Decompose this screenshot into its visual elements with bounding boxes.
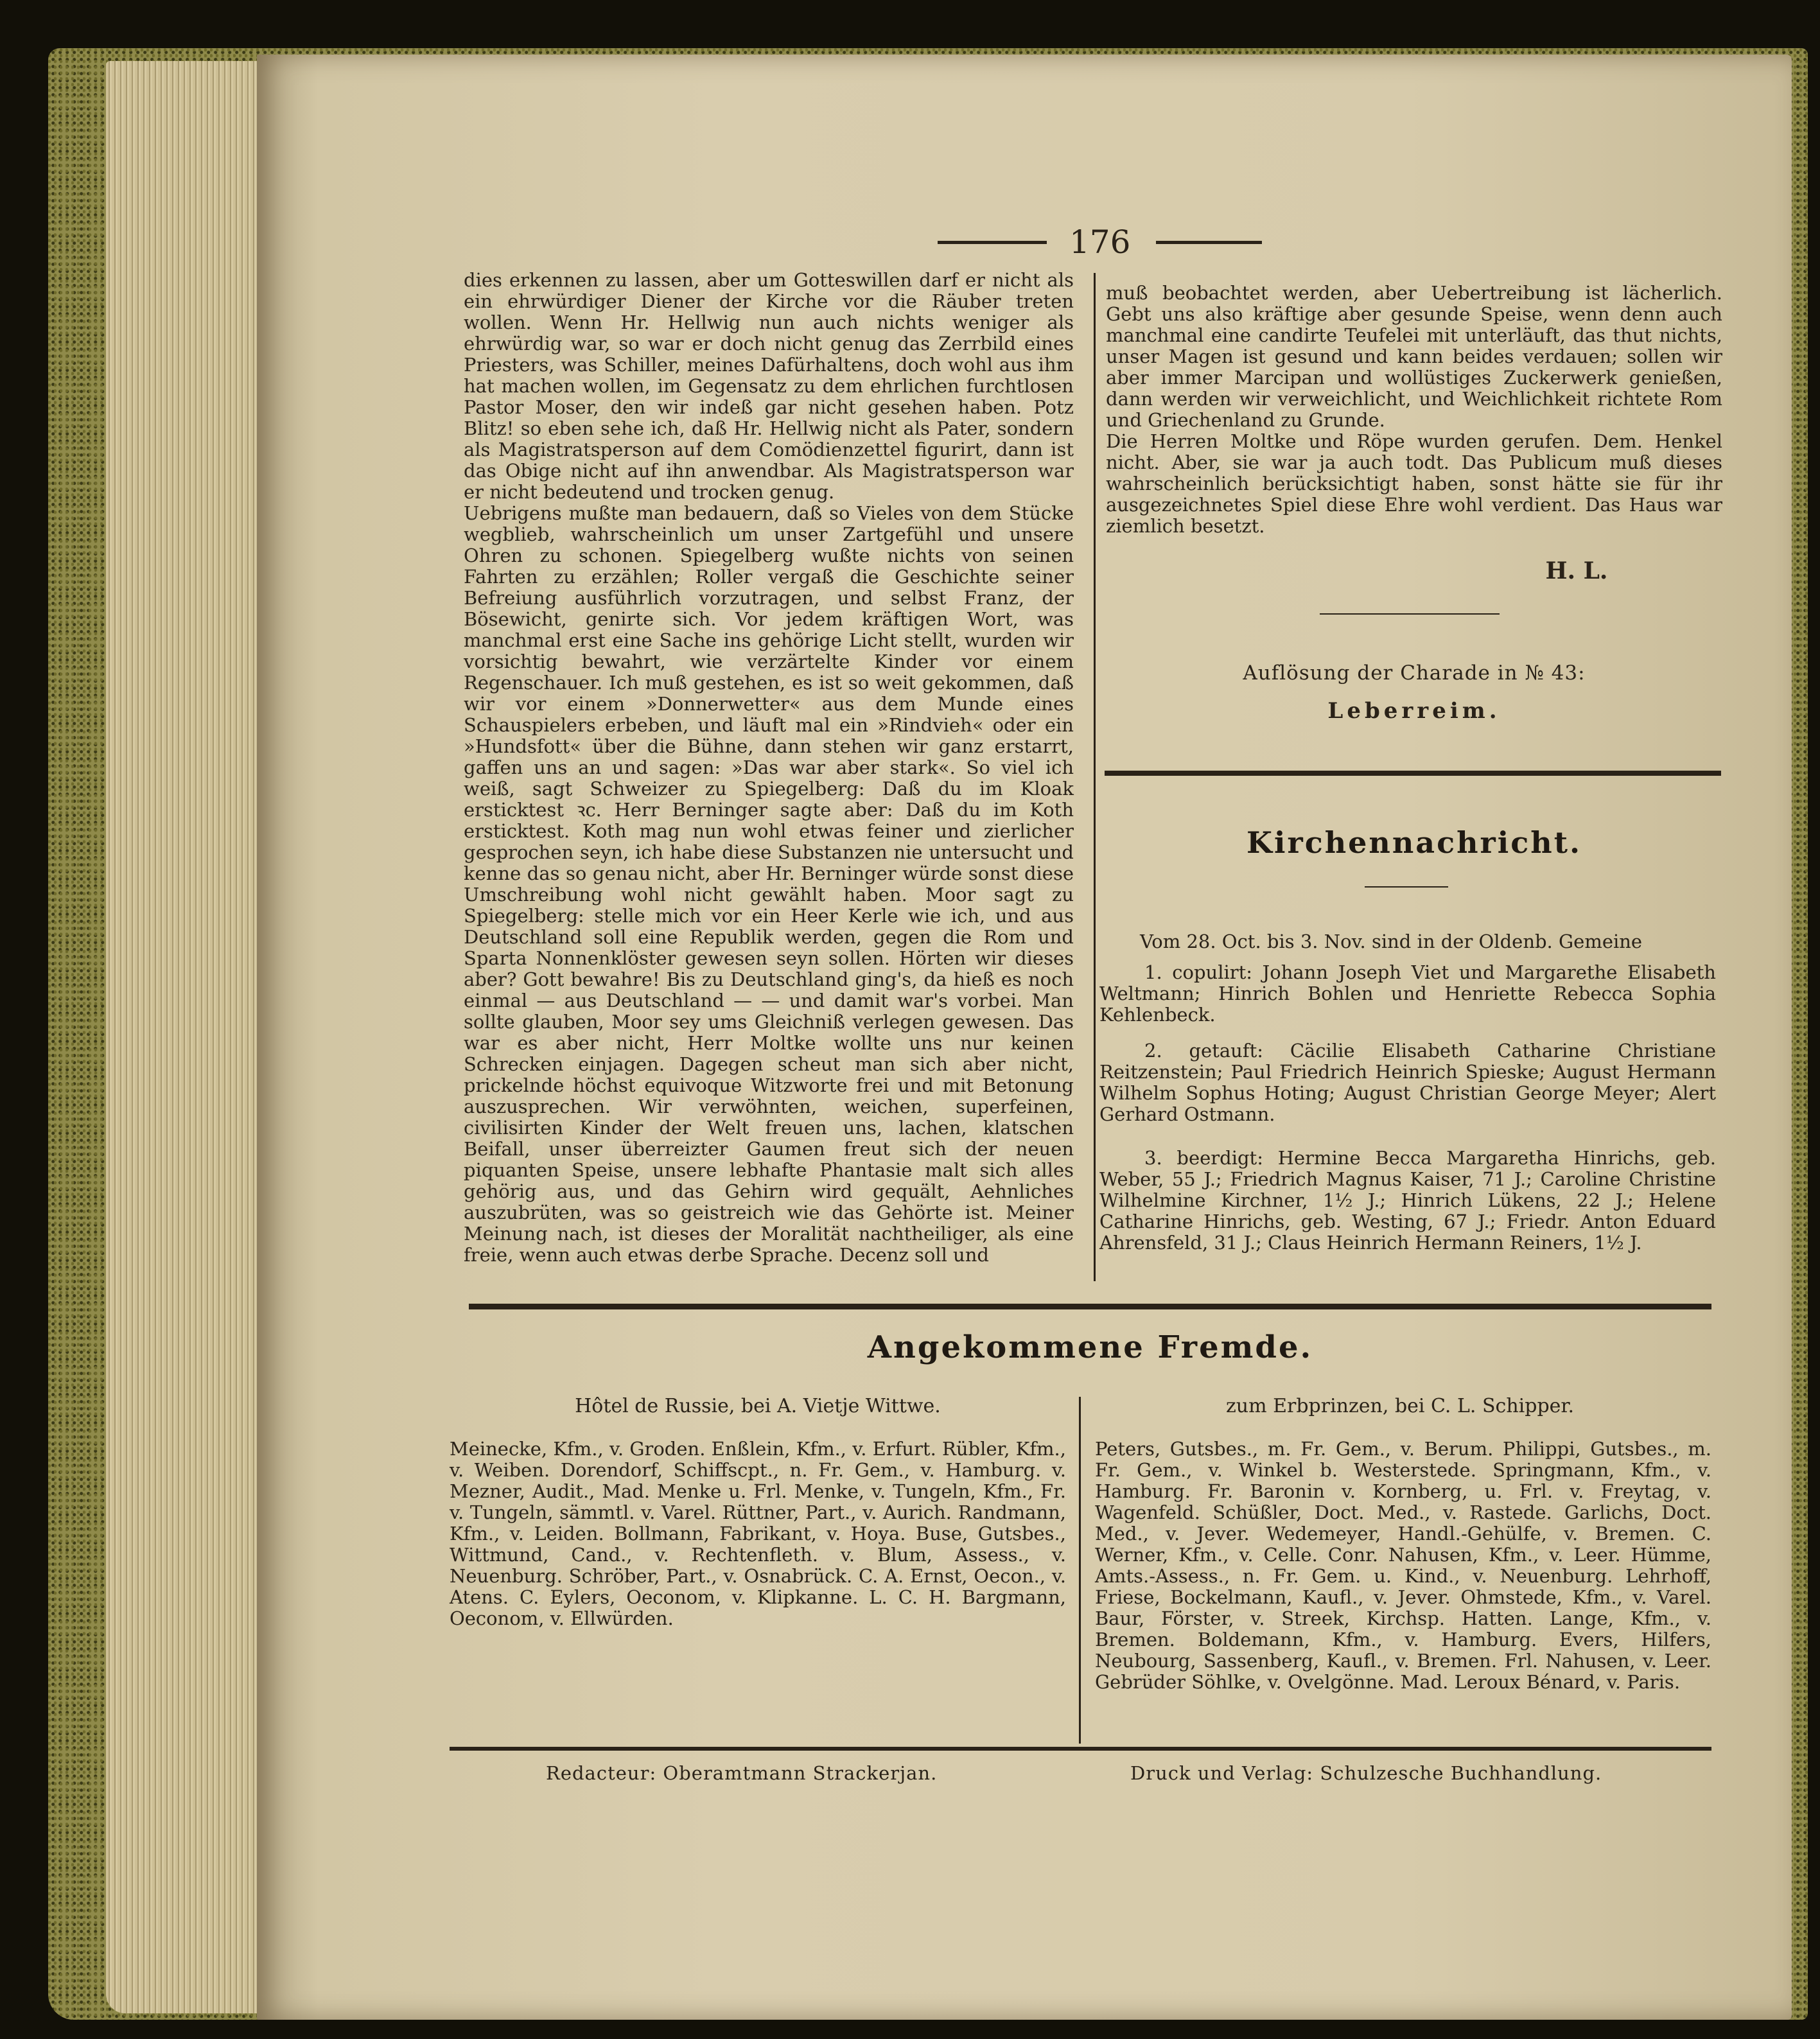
charade-heading: Auflösung der Charade in № 43: xyxy=(1243,661,1586,685)
signature: H. L. xyxy=(1545,557,1608,584)
strangers-column-divider xyxy=(1079,1397,1081,1744)
short-rule xyxy=(1320,613,1500,615)
hotel-left-text: Meinecke, Kfm., v. Groden. Enßlein, Kfm., v. Erfurt. Rübler, Kfm., v. Weiben. Dorendorf, Schiffscpt., n. Fr. Gem., v. Hamburg. v. Mezner, Audit., Mad. Menke u. Frl. Menke, v. Tungeln, Kfm., Fr. v. Tungeln, sämmtl. v. Varel. Rüttner, Part., v. Aurich. Randmann, Kfm., v. Leiden. Bollmann, Fabrikant, v. Hoya. Buse, Gutsbes., Wittmund, Cand., v. Rechtenfleth. v. Blum, Assess., v. Neuenburg. Schröber, Part., v. Osnabrück. C. A. Ernst, Oecon., v. Atens. C. Eylers, Oeconom, v. Klipkanne. L. C. H. Bargmann, Oeconom, v. Ellwürden. xyxy=(450,1438,1066,1629)
page-number-rule-left xyxy=(938,241,1047,244)
section-rule-strangers xyxy=(469,1304,1711,1309)
footer-rule xyxy=(450,1747,1711,1751)
hotel-right-text: Peters, Gutsbes., m. Fr. Gem., v. Berum. Philippi, Gutsbes., m. Fr. Gem., v. Winkel b. Westerstede. Springmann, Kfm., v. Hamburg. Fr. Baronin v. Kornberg, u. Frl. v. Freytag, v. Wagenfeld. Schüßler, Doct. Med., v. Rastede. Garlichs, Doct. Med., v. Jever. Wedemeyer, Handl.-Gehülfe, v. Bremen. C. Werner, Kfm., v. Celle. Conr. Nahusen, Kfm., v. Leer. Hümme, Amts.-Assess., n. Fr. Gem. u. Kind., v. Neuenburg. Lehrhoff, Friese, Bockelmann, Kaufl., v. Jever. Ohmstede, Kfm., v. Varel. Baur, Förster, v. Streek, Kirchsp. Hatten. Lange, Kfm., v. Bremen. Boldemann, Kfm., v. Hamburg. Evers, Hilfers, Neubourg, Sassenberg, Kaufl., v. Bremen. Frl. Nahusen, v. Leer. Gebrüder Söhlke, v. Ovelgönne. Mad. Leroux Bénard, v. Paris. xyxy=(1095,1438,1711,1693)
church-beerdigt: 3. beerdigt: Hermine Becca Margaretha Hinrichs, geb. Weber, 55 J.; Friedrich Magnus Kaiser, 71 J.; Caroline Christine Wilhelmine Kirchner, 1½ J.; Hinrich Lükens, 22 J.; Helene Catharine Hinrichs, geb. Westing, 67 J.; Friedr. Anton Eduard Ahrensfeld, 31 J.; Claus Heinrich Hermann Reiners, 1½ J. xyxy=(1099,1147,1716,1254)
church-copulirt: 1. copulirt: Johann Joseph Viet und Margarethe Elisabeth Weltmann; Hinrich Bohlen und Henriette Rebecca Sophia Kehlenbeck. xyxy=(1099,961,1716,1026)
section-rule-church xyxy=(1105,771,1721,776)
right-column-text: muß beobachtet werden, aber Uebertreibung ist lächerlich. Gebt uns also kräftige aber gesunde Speise, wenn denn auch manchmal eine candirte Teufelei mit unterläuft, das thut nichts, unser Magen ist gesund und kann beides verdauen; sollen wir aber immer Marcipan und wollüstiges Zuckerwerk genießen, dann werden wir verweichlicht, und Weichlichkeit richtete Rom und Griechenland zu Grunde. Die Herren Moltke und Röpe wurden gerufen. Dem. Henkel nicht. Aber, sie war ja auch todt. Das Publicum muß dieses wahrscheinlich berücksichtigt haben, sonst hätte sie für ihr ausgezeichnetes Spiel diese Ehre wohl verdient. Das Haus war ziemlich besetzt. xyxy=(1106,282,1722,537)
column-divider xyxy=(1094,273,1096,1281)
left-column-text: dies erkennen zu lassen, aber um Gotteswillen darf er nicht als ein ehrwürdiger Diener der Kirche vor die Räuber treten wollen. Wenn Hr. Hellwig nun auch nichts weniger als ehrwürdig war, so war er doch nicht genug das Zerrbild eines Priesters, was Schiller, meines Dafürhaltens, doch wohl aus ihm hat machen wollen, im Gegensatz zu dem ehrlichen furchtlosen Pastor Moser, den wir indeß gar nicht gesehen haben. Potz Blitz! so eben sehe ich, daß Hr. Hellwig nicht als Pater, sondern als Magistratsperson auf dem Comödienzettel figurirt, dann ist das Obige nicht auf ihn anwendbar. Als Magistratsperson war er nicht bedeutend und trocken genug. Uebrigens mußte man bedauern, daß so Vieles von dem Stücke wegblieb, wahrscheinlich um unser Zartgefühl und unsere Ohren zu schonen. Spiegelberg wußte nichts von seinen Fahrten zu erzählen; Roller vergaß die Geschichte seiner Befreiung ausführlich vorzutragen, und selbst Franz, der Bösewicht, genirte sich. Vor jedem kräftigen Wort, was manchmal erst eine Sache ins gehörige Licht stellt, wurden wir vorsichtig bewahrt, wie verzärtelte Kinder vor einem Regenschauer. Ich muß gestehen, es ist so weit gekommen, daß wir vor einem »Donnerwetter« aus dem Munde eines Schauspielers erbeben, und läuft mal ein »Rindvieh« oder ein »Hundsfott« über die Bühne, dann stehen wir ganz erstarrt, gaffen uns an und sagen: »Das war aber stark«. So viel ich weiß, sagt Schweizer zu Spiegelberg: Daß du im Kloak ersticktest ꝛc. Herr Berninger sagte aber: Daß du im Koth ersticktest. Koth mag nun wohl etwas feiner und zierlicher gesprochen seyn, ich habe diese Substanzen nie untersucht und kenne das so genau nicht, aber Hr. Berninger würde sonst diese Umschreibung wohl nicht gewählt haben. Moor sagt zu Spiegelberg: stelle mich vor ein Heer Kerle wie ich, und aus Deutschland soll eine Republik werden, gegen die Rom und Sparta Nonnenklöster gewesen seyn sollen. Hörten wir dieses aber? Gott bewahre! Bis zu Deutschland ging's, da hieß es noch einmal — aus Deutschland — — und damit war's vorbei. Man sollte glauben, Moor sey ums Gleichniß verlegen gewesen. Das war es aber nicht, Herr Moltke wollte uns nur keinen Schrecken einjagen. Dagegen scheut man sich aber nicht, prickelnde höchst equivoque Witzworte frei und mit Betonung auszusprechen. Wir verwöhnten, weichen, superfeinen, civilisirten Kinder der Welt freuen uns, lachen, klatschen Beifall, unser überreizter Gaumen freut sich der neuen piquanten Speise, unsere lebhafte Phantasie malt sich alles gehörig aus, und das Gehirn wird gequält, Aehnliches auszubrüten, was so geistreich wie das Gehörte ist. Meiner Meinung nach, ist dieses der Moralität nachtheiliger, als eine freie, wenn auch etwas derbe Sprache. Decenz soll und xyxy=(464,269,1074,1266)
hotel-left-title: Hôtel de Russie, bei A. Vietje Wittwe. xyxy=(575,1395,941,1417)
church-intro: Vom 28. Oct. bis 3. Nov. sind in der Oldenb. Gemeine xyxy=(1140,931,1643,952)
footer-printer: Druck und Verlag: Schulzesche Buchhandlung. xyxy=(1130,1762,1602,1784)
page-edges xyxy=(106,61,267,2013)
church-heading: Kirchennachricht. xyxy=(1247,825,1582,860)
footer-editor: Redacteur: Oberamtmann Strackerjan. xyxy=(546,1762,938,1784)
hotel-right-title: zum Erbprinzen, bei C. L. Schipper. xyxy=(1225,1395,1575,1417)
page-number: 176 xyxy=(1069,223,1131,261)
charade-answer: Leberreim. xyxy=(1327,698,1501,724)
church-getauft: 2. getauft: Cäcilie Elisabeth Catharine Christiane Reitzenstein; Paul Friedrich Heinrich Spieske; August Hermann Wilhelm Sophus Hoting; August Christian George Meyer; Alert Gerhard Ostmann. xyxy=(1099,1040,1716,1125)
strangers-heading: Angekommene Fremde. xyxy=(867,1329,1313,1365)
page-number-rule-right xyxy=(1156,241,1262,244)
church-heading-underline xyxy=(1365,886,1448,888)
